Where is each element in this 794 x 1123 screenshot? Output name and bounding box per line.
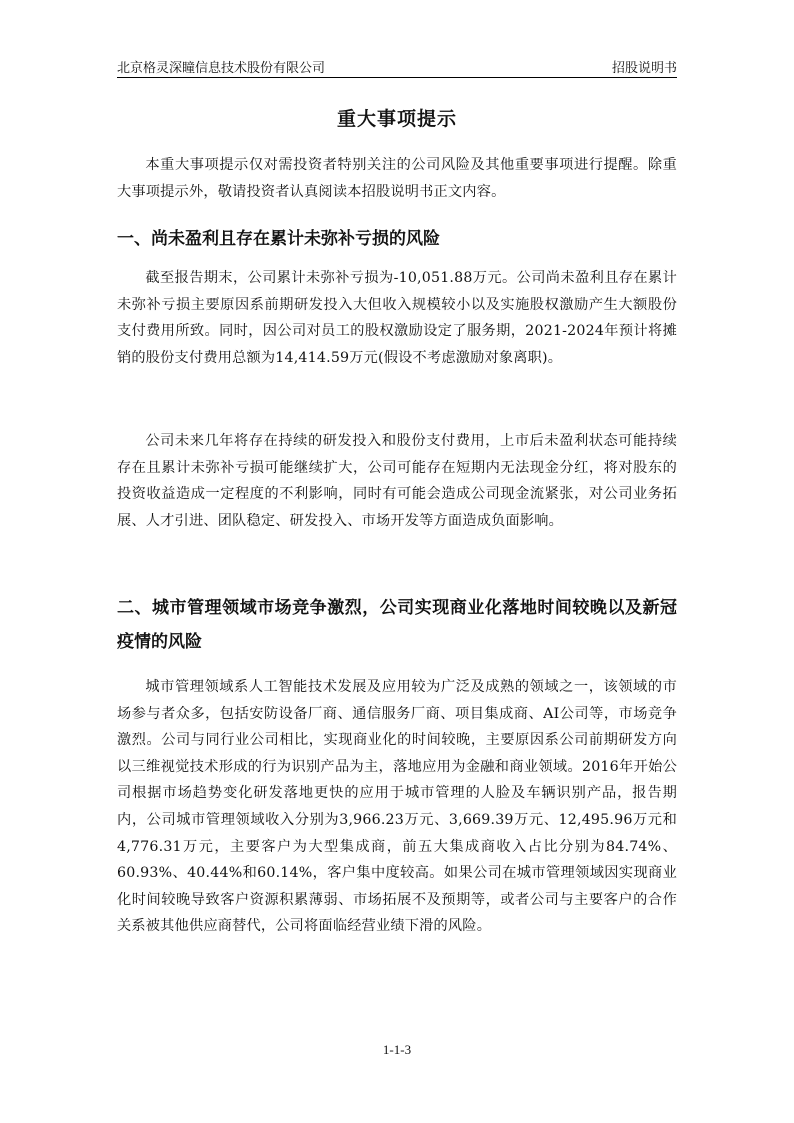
intro-paragraph: 本重大事项提示仅对需投资者特别关注的公司风险及其他重要事项进行提醒。除重大事项提示外，敬请投资者认真阅读本招股说明书正文内容。 <box>117 157 677 200</box>
section-2-paragraph-1: 城市管理领域系人工智能技术发展及应用较为广泛及成熟的领域之一，该领域的市场参与者众多，包括安防设备厂商、通信服务厂商、项目集成商、AI公司等，市场竞争激烈。公司与同行业公司相比，实现商业化的时间较晚，主要原因系公司前期研发方向以三维视觉技术形成的行为识别产品为主，落地应用为金融和商业领域。2016年开始公司根据市场趋势变化研发落地更快的应用于城市管理的人脸及车辆识别产品，报告期内，公司城市管理领域收入分别为3,966.23万元、3,669.39万元、12,495.96万元和4,776.31万元，主要客户为大型集成商，前五大集成商收入占比分别为84.74%、60.93%、40.44%和60.14%，客户集中度较高。如果公司在城市管理领域因实现商业化时间较晚导致客户资源积累薄弱、市场拓展不及预期等，或者公司与主要客户的合作关系被其他供应商替代，公司将面临经营业绩下滑的风险。 <box>117 679 677 935</box>
header-document-type: 招股说明书 <box>611 61 677 76</box>
section-heading-2: 二、城市管理领域市场竞争激烈，公司实现商业化落地时间较晚以及新冠疫情的风险 <box>117 598 677 652</box>
page-title: 重大事项提示 <box>336 108 457 130</box>
page-number: 1-1-3 <box>382 1042 412 1057</box>
section-1-paragraph-2: 公司未来几年将存在持续的研发投入和股份支付费用，上市后未盈利状态可能持续存在且累计未弥补亏损可能继续扩大，公司可能存在短期内无法现金分红，将对股东的投资收益造成一定程度的不利影响，同时有可能会造成公司现金流紧张，对公司业务拓展、人才引进、团队稳定、研发投入、市场开发等方面造成负面影响。 <box>117 433 677 529</box>
page-header <box>117 55 677 78</box>
header-company-name: 北京格灵深瞳信息技术股份有限公司 <box>117 61 326 76</box>
section-heading-1: 一、尚未盈利且存在累计未弥补亏损的风险 <box>117 229 440 249</box>
section-1-paragraph-1: 截至报告期末，公司累计未弥补亏损为-10,051.88万元。公司尚未盈利且存在累计未弥补亏损主要原因系前期研发投入大但收入规模较小以及实施股权激励产生大额股份支付费用所致。同时，因公司对员工的股权激励设定了服务期，2021-2024年预计将摊销的股份支付费用总额为14,414.59万元(假设不考虑激励对象离职)。 <box>117 270 677 366</box>
